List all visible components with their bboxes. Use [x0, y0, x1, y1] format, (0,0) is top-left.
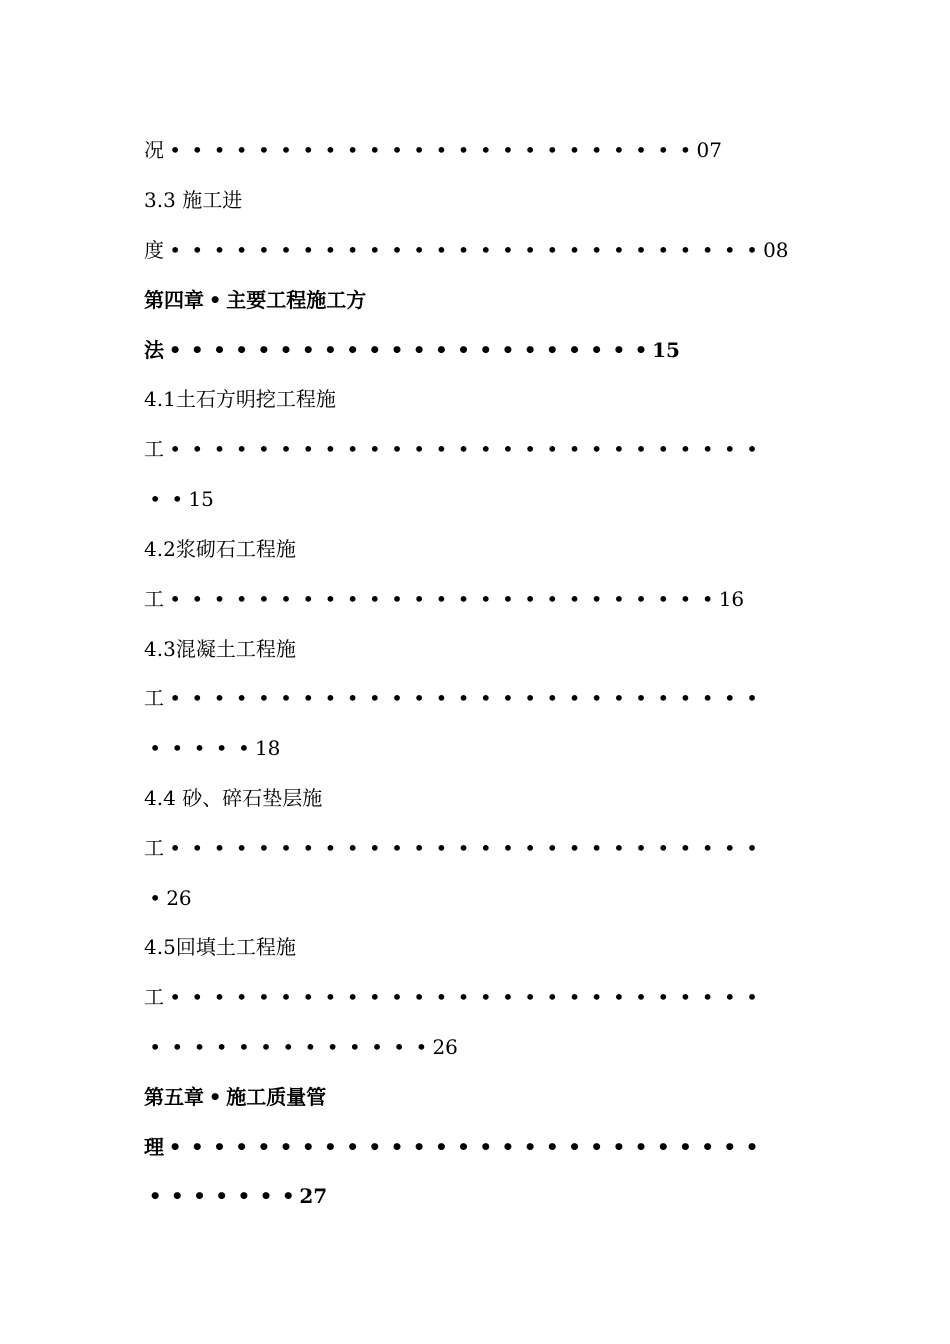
toc-chapter-line: 法 • • • • • • • • • • • • • • • • • • • • • • 15 — [144, 338, 680, 362]
toc-line: • • • • • • • • • • • • • 26 — [149, 1035, 458, 1059]
toc-line: 4.3混凝土工程施 — [144, 637, 296, 661]
toc-line: 4.5回填土工程施 — [144, 935, 296, 959]
toc-chapter-line: 第五章 • 施工质量管 — [144, 1085, 327, 1109]
toc-line: 工 • • • • • • • • • • • • • • • • • • • • • • • • • • • — [144, 836, 758, 860]
toc-line: 况 • • • • • • • • • • • • • • • • • • • • • • • • 07 — [144, 138, 722, 162]
toc-line: • 26 — [149, 886, 192, 910]
toc-line: 工 • • • • • • • • • • • • • • • • • • • • • • • • • • • — [144, 437, 758, 461]
toc-chapter-line: 第四章 • 主要工程施工方 — [144, 288, 367, 312]
toc-chapter-line: 理 • • • • • • • • • • • • • • • • • • • • • • • • • • • — [144, 1135, 759, 1159]
toc-line: • • • • • 18 — [149, 736, 281, 760]
toc-line: 4.4 砂、碎石垫层施 — [144, 786, 323, 810]
toc-line: 工 • • • • • • • • • • • • • • • • • • • • • • • • • 16 — [144, 587, 745, 611]
toc-line: • • 15 — [149, 487, 214, 511]
toc-line: 工 • • • • • • • • • • • • • • • • • • • • • • • • • • • — [144, 985, 758, 1009]
toc-line: 度 • • • • • • • • • • • • • • • • • • • • • • • • • • • 08 — [144, 238, 789, 262]
toc-line: 工 • • • • • • • • • • • • • • • • • • • • • • • • • • • — [144, 686, 758, 710]
toc-line: 4.2浆砌石工程施 — [144, 537, 296, 561]
toc-chapter-line: • • • • • • • 27 — [148, 1184, 328, 1208]
toc-line: 3.3 施工进 — [144, 188, 243, 212]
toc-line: 4.1土石方明挖工程施 — [144, 387, 336, 411]
